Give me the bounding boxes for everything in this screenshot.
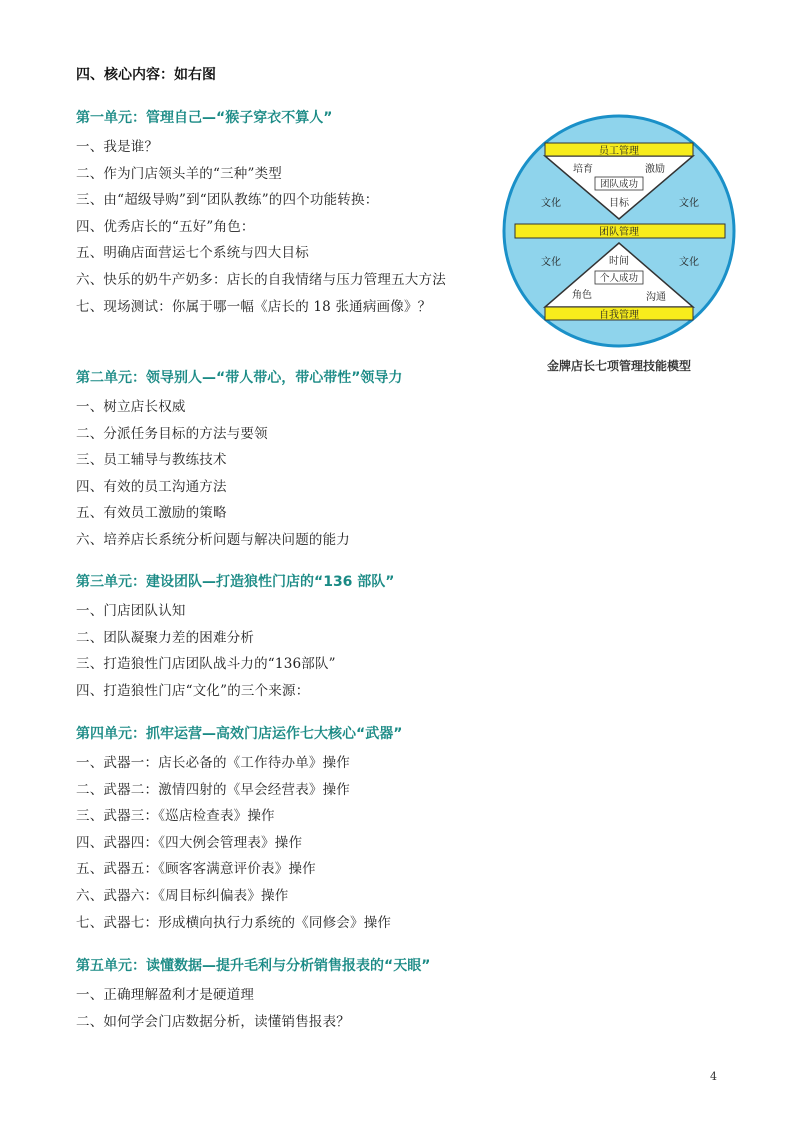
- culture-label: 文化: [679, 198, 699, 209]
- list-item: 七、现场测试：你属于哪一幅《店长的 18 张通病画像》？: [76, 298, 432, 315]
- top-right-label: 激励: [645, 164, 665, 175]
- team-success-label: 团队成功: [599, 179, 639, 190]
- list-item: 五、武器五：《顾客客满意评价表》操作: [76, 861, 316, 878]
- culture-label: 文化: [541, 257, 561, 268]
- unit-title: 第五单元：读懂数据—提升毛利与分析销售报表的“天眼”: [76, 958, 431, 974]
- list-item: 二、团队凝聚力差的困难分析: [76, 629, 255, 646]
- list-item: 六、武器六：《周目标纠偏表》操作: [76, 887, 289, 904]
- diagram-caption: 金牌店长七项管理技能模型: [546, 359, 692, 373]
- list-item: 二、作为门店领头羊的“三种”类型: [76, 165, 283, 182]
- unit-title: 第二单元：领导别人—“带人带心，带心带性”领导力: [76, 370, 403, 386]
- list-item: 二、如何学会门店数据分析，读懂销售报表？: [76, 1013, 350, 1030]
- unit-title: 第一单元：管理自己—“猴子穿衣不算人”: [76, 110, 333, 126]
- list-item: 一、武器一：店长必备的《工作待办单》操作: [76, 755, 350, 771]
- goal-label: 目标: [609, 198, 629, 209]
- time-label: 时间: [609, 256, 629, 267]
- culture-label: 文化: [679, 257, 699, 268]
- list-item: 五、有效员工激励的策略: [76, 505, 227, 522]
- list-item: 三、打造狼性门店团队战斗力的“136部队”: [76, 656, 336, 673]
- list-item: 七、武器七：形成横向执行力系统的《同修会》操作: [76, 914, 392, 931]
- bottom-bar-label: 自我管理: [599, 310, 639, 321]
- list-item: 五、明确店面营运七个系统与四大目标: [76, 245, 309, 262]
- list-item: 二、分派任务目标的方法与要领: [76, 425, 268, 442]
- top-bar-label: 员工管理: [599, 146, 639, 157]
- list-item: 二、武器二：激情四射的《早会经营表》操作: [76, 781, 350, 798]
- list-item: 四、优秀店长的“五好”角色：: [76, 218, 255, 235]
- diagram-canvas: [493, 114, 747, 382]
- unit-2: [76, 368, 476, 554]
- list-item: 四、打造狼性门店“文化”的三个来源：: [76, 682, 310, 699]
- unit-5: [76, 956, 476, 1035]
- list-item: 六、培养店长系统分析问题与解决问题的能力: [76, 531, 350, 548]
- list-item: 三、员工辅导与教练技术: [76, 452, 227, 469]
- list-item: 一、正确理解盈利才是硬道理: [76, 987, 255, 1003]
- unit-1: [76, 108, 476, 320]
- personal-success-label: 个人成功: [599, 273, 639, 284]
- management-skills-diagram: [493, 114, 747, 382]
- list-item: 一、我是谁？: [76, 139, 159, 155]
- top-left-label: 培育: [573, 164, 593, 175]
- culture-label: 文化: [541, 198, 561, 209]
- page-number: 4: [710, 1070, 717, 1083]
- middle-bar-label: 团队管理: [599, 227, 639, 238]
- list-item: 六、快乐的奶牛产奶多：店长的自我情绪与压力管理五大方法: [76, 271, 446, 288]
- list-item: 四、有效的员工沟通方法: [76, 478, 227, 495]
- list-item: 一、树立店长权威: [76, 399, 186, 415]
- list-item: 三、由“超级导购”到“团队教练”的四个功能转换：: [76, 192, 379, 209]
- list-item: 一、门店团队认知: [76, 603, 186, 619]
- section-heading: 四、核心内容：如右图: [76, 67, 216, 83]
- communication-label: 沟通: [646, 292, 666, 303]
- unit-title: 第四单元：抓牢运营—高效门店运作七大核心“武器”: [76, 726, 403, 742]
- unit-title: 第三单元：建设团队—打造狼性门店的“136 部队”: [76, 574, 395, 590]
- role-label: 角色: [572, 290, 592, 301]
- unit-3: [76, 572, 476, 704]
- list-item: 三、武器三：《巡店检查表》操作: [76, 808, 275, 825]
- unit-4: [76, 724, 476, 936]
- list-item: 四、武器四：《四大例会管理表》操作: [76, 834, 303, 851]
